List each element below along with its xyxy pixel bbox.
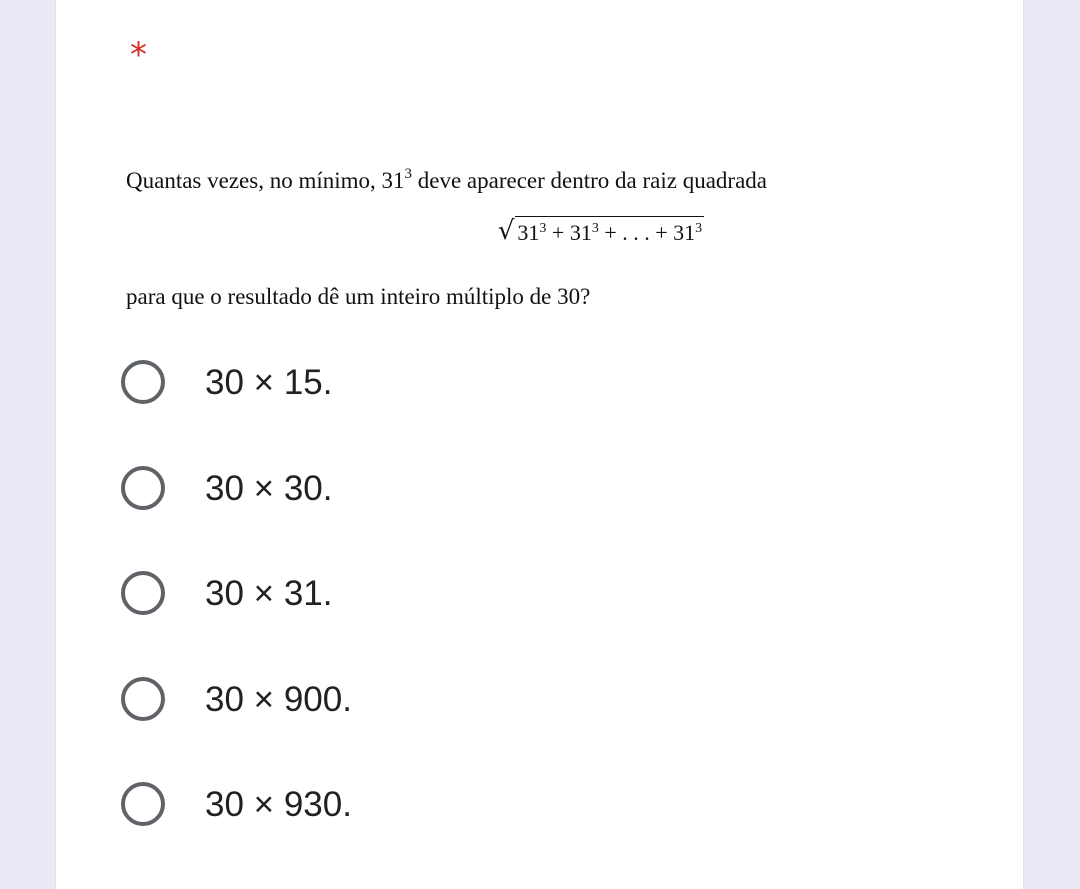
question-exponent: 3 bbox=[404, 166, 413, 182]
question-line-1-start: Quantas vezes, no mínimo, bbox=[126, 168, 382, 193]
question-base: 31 bbox=[381, 168, 405, 193]
required-asterisk: * bbox=[130, 35, 147, 75]
square-root-icon: √ bbox=[497, 216, 515, 246]
radio-button[interactable] bbox=[121, 466, 165, 510]
term-1-base: 31 bbox=[517, 220, 540, 245]
term-3-base: 31 bbox=[673, 220, 696, 245]
option-2[interactable] bbox=[121, 464, 521, 570]
option-5[interactable] bbox=[121, 780, 521, 886]
square-root-formula bbox=[498, 216, 704, 246]
option-label[interactable]: 30 × 15. bbox=[205, 363, 333, 402]
question-line-2: para que o resultado dê um inteiro múltiplo de 30? bbox=[126, 284, 591, 309]
option-label[interactable]: 30 × 31. bbox=[205, 574, 333, 613]
radio-button[interactable] bbox=[121, 360, 165, 404]
option-1[interactable] bbox=[121, 358, 521, 464]
term-2-base: 31 bbox=[569, 220, 592, 245]
option-4[interactable] bbox=[121, 675, 521, 781]
radio-button[interactable] bbox=[121, 677, 165, 721]
term-1-exponent: 3 bbox=[539, 221, 547, 236]
option-label[interactable]: 30 × 900. bbox=[205, 679, 352, 719]
formula-row bbox=[126, 216, 1076, 246]
term-2-exponent: 3 bbox=[591, 221, 599, 236]
question-line-1 bbox=[126, 164, 966, 198]
option-label[interactable]: 30 × 30. bbox=[205, 468, 333, 508]
option-label[interactable]: 30 × 930. bbox=[205, 785, 352, 824]
radio-button[interactable] bbox=[121, 782, 165, 826]
question-text bbox=[126, 164, 966, 309]
operator-2: + . . . + bbox=[598, 220, 674, 245]
question-line-1-end: deve aparecer dentro da raiz quadrada bbox=[412, 168, 768, 193]
radio-button[interactable] bbox=[121, 571, 165, 615]
radicand bbox=[515, 216, 704, 246]
operator-1: + bbox=[546, 220, 570, 245]
option-3[interactable] bbox=[121, 569, 521, 675]
question-card bbox=[55, 0, 1024, 889]
term-3-exponent: 3 bbox=[695, 221, 703, 236]
answer-options bbox=[121, 358, 521, 886]
